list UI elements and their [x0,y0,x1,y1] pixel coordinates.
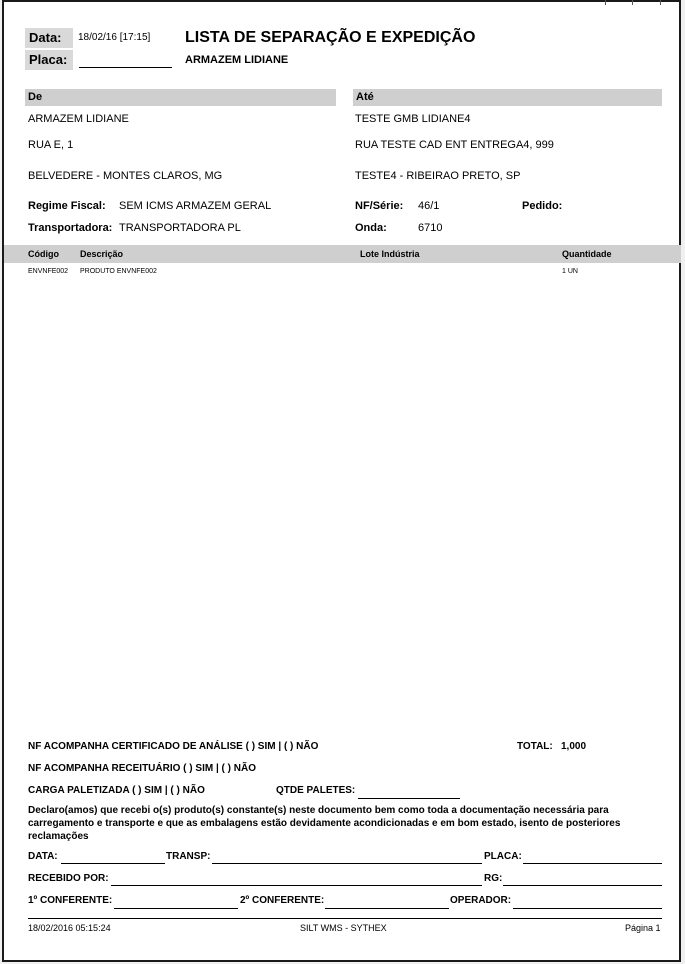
qtde-paletes-label: QTDE PALETES: [276,785,356,796]
table-cell-descricao: PRODUTO ENVNFE002 [80,268,157,275]
conferente2-label: 2º CONFERENTE: [240,895,325,906]
operador-label: OPERADOR: [450,895,512,906]
conferente1-line [114,908,238,909]
from-city: BELVEDERE - MONTES CLAROS, MG [28,170,223,182]
declaration-line-3: reclamações [28,831,89,842]
data-signature-label: DATA: [28,851,58,862]
to-street: RUA TESTE CAD ENT ENTREGA4, 999 [355,139,554,151]
total-value: 1,000 [561,741,587,752]
page-number: Página 1 [625,923,661,933]
printed-timestamp: 18/02/2016 05:15:24 [28,923,111,933]
paletizada-question: CARGA PALETIZADA ( ) SIM | ( ) NÃO [28,785,205,796]
to-name: TESTE GMB LIDIANE4 [355,113,471,125]
conferente1-label: 1º CONFERENTE: [28,895,113,906]
receituario-question: NF ACOMPANHA RECEITUÁRIO ( ) SIM | ( ) NÃO [28,763,256,774]
rg-line [503,885,662,886]
conferente2-line [325,908,449,909]
system-name: SILT WMS - SYTHEX [300,923,387,933]
recebido-label: RECEBIDO POR: [28,873,109,884]
column-header-codigo: Código [28,249,59,259]
column-header-descricao: Descrição [80,249,124,259]
from-street: RUA E, 1 [28,139,74,151]
page-title: LISTA DE SEPARAÇÃO E EXPEDIÇÃO [185,29,476,46]
regime-label: Regime Fiscal: [28,200,106,212]
column-header-quantidade: Quantidade [562,249,612,259]
operador-line [513,908,662,909]
nf-value: 46/1 [418,200,440,212]
page-edge-tick [660,0,661,5]
pedido-label: Pedido: [522,200,563,212]
to-heading: Até [353,89,662,106]
declaration-line-1: Declaro(amos) que recebi o(s) produto(s) constante(s) neste documento bem como toda a documentação necessária para [28,805,609,816]
to-city: TESTE4 - RIBEIRAO PRETO, SP [355,170,521,182]
placa-signature-line [523,863,662,864]
cert-question: NF ACOMPANHA CERTIFICADO DE ANÁLISE ( ) SIM | ( ) NÃO [28,741,319,752]
placa-signature-label: PLACA: [484,851,522,862]
placa-line [79,67,172,68]
regime-value: SEM ICMS ARMAZEM GERAL [119,200,272,212]
qtde-paletes-line [358,798,460,799]
data-label: Data: [25,28,73,48]
page-edge-tick [632,0,633,5]
table-cell-quantidade: 1 UN [562,268,578,275]
total-label: TOTAL: [517,741,553,752]
from-heading: De [25,89,336,106]
nf-label: NF/Série: [355,200,404,212]
data-signature-line [61,863,165,864]
onda-label: Onda: [355,222,387,234]
footer-divider [28,918,662,919]
warehouse-name: ARMAZEM LIDIANE [185,54,289,66]
transp-signature-label: TRANSP: [166,851,211,862]
onda-value: 6710 [418,222,443,234]
column-header-lote: Lote Indústria [360,249,420,259]
rg-label: RG: [484,873,503,884]
declaration-line-2: carregamento e transporte e que as embalagens estão devidamente acondicionadas e em bom estado, isento de posteriores [28,818,621,829]
data-value: 18/02/16 [17:15] [78,32,151,43]
from-name: ARMAZEM LIDIANE [28,113,129,125]
table-cell-codigo: ENVNFE002 [28,268,69,275]
transp-signature-line [212,863,482,864]
placa-label: Placa: [25,50,73,70]
page-edge-tick [605,0,606,5]
transp-value: TRANSPORTADORA PL [119,222,241,234]
transp-label: Transportadora: [28,222,113,234]
recebido-line [111,885,482,886]
